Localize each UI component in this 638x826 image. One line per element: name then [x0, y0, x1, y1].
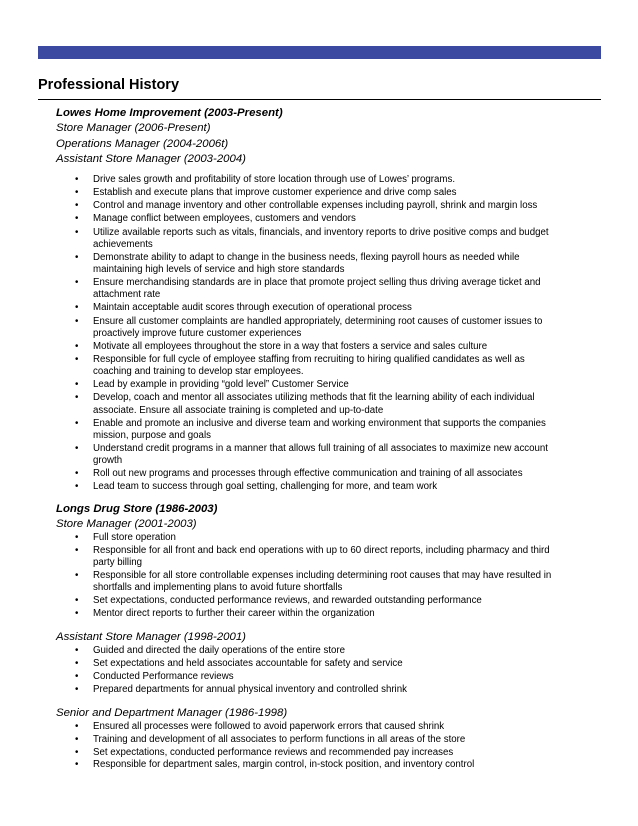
- bullet-icon: •: [75, 302, 79, 314]
- list-item: [56, 468, 556, 480]
- list-item-text: Understand credit programs in a manner that allows full training of all associates to maximize new account growth: [93, 442, 548, 467]
- list-item-text: Responsible for department sales, margin control, in-stock position, and inventory control: [93, 759, 475, 771]
- bullet-icon: •: [75, 683, 79, 695]
- list-item-text: Ensure merchandising standards are in place that promote project selling thus driving average ticket and attachment rate: [93, 277, 541, 301]
- list-item-text: Set expectations, conducted performance reviews and recommended pay increases: [93, 746, 454, 758]
- bullet-icon: •: [75, 468, 79, 480]
- company-name-longs: Longs Drug Store (1986-2003): [56, 502, 218, 515]
- list-item-text: Responsible for all front and back end operations with up to 60 direct reports, including pharmacy and third party billing: [93, 544, 550, 569]
- list-item-text: Prepared departments for annual physical inventory and controlled shrink: [93, 683, 407, 695]
- bullet-icon: •: [75, 392, 79, 404]
- list-item: [56, 645, 556, 657]
- list-item: [56, 608, 556, 620]
- list-item: [56, 734, 556, 746]
- list-item-text: Responsible for all store controllable expenses including determining root causes that may have resulted in shortfalls and implementing plans to avoid future shortfalls: [93, 569, 552, 594]
- bullet-icon: •: [75, 746, 79, 758]
- bullet-icon: •: [75, 481, 79, 493]
- role-title: Assistant Store Manager (2003-2004): [56, 152, 246, 165]
- lowes-responsibilities-list: [56, 174, 556, 493]
- bullet-icon: •: [75, 442, 79, 454]
- list-item: [56, 443, 556, 467]
- bullet-icon: •: [75, 315, 79, 327]
- bullet-icon: •: [75, 277, 79, 289]
- list-item: [56, 252, 556, 276]
- bullet-icon: •: [75, 340, 79, 352]
- role-title: Store Manager (2006-Present): [56, 122, 211, 135]
- list-item-text: Ensured all processes were followed to avoid paperwork errors that caused shrink: [93, 721, 445, 733]
- longs-department-manager-list: [56, 721, 556, 772]
- list-item-text: Manage conflict between employees, customers and vendors: [93, 213, 356, 225]
- list-item-text: Mentor direct reports to further their career within the organization: [93, 607, 375, 619]
- list-item: [56, 721, 556, 733]
- list-item: [56, 341, 556, 353]
- list-item-text: Lead team to success through goal setting, challenging for more, and team work: [93, 481, 438, 493]
- bullet-icon: •: [75, 544, 79, 556]
- list-item: [56, 379, 556, 391]
- list-item: [56, 545, 556, 569]
- list-item: [56, 481, 556, 493]
- list-item-text: Enable and promote an inclusive and diverse team and working environment that supports the companies mission, purpose and goals: [93, 417, 546, 441]
- list-item: [56, 658, 556, 670]
- longs-store-manager-list: [56, 532, 556, 620]
- list-item-text: Training and development of all associates to perform functions in all areas of the store: [93, 733, 466, 745]
- section-title: Professional History: [38, 77, 180, 93]
- list-item-text: Lead by example in providing “gold level” Customer Service: [93, 379, 349, 391]
- bullet-icon: •: [75, 532, 79, 544]
- bullet-icon: •: [75, 187, 79, 199]
- bullet-icon: •: [75, 251, 79, 263]
- bullet-icon: •: [75, 607, 79, 619]
- list-item: [56, 354, 556, 378]
- bullet-icon: •: [75, 759, 79, 771]
- role-title: Store Manager (2001-2003): [56, 517, 197, 530]
- bullet-icon: •: [75, 645, 79, 657]
- longs-assistant-manager-list: [56, 645, 556, 696]
- bullet-icon: •: [75, 733, 79, 745]
- bullet-icon: •: [75, 353, 79, 365]
- list-item-text: Set expectations, conducted performance reviews, and rewarded outstanding performance: [93, 594, 482, 606]
- resume-content: [56, 106, 556, 772]
- header-bar: [38, 46, 601, 59]
- list-item-text: Establish and execute plans that improve customer experience and drive comp sales: [93, 187, 457, 199]
- list-item: [56, 418, 556, 442]
- list-item: [56, 747, 556, 759]
- list-item: [56, 174, 556, 186]
- list-item-text: Demonstrate ability to adapt to change in the business needs, flexing payroll hours as needed while maintaining high levels of service and high store standards: [93, 251, 520, 276]
- list-item: [56, 302, 556, 314]
- list-item: [56, 392, 556, 416]
- list-item-text: Develop, coach and mentor all associates utilizing methods that fit the learning ability of each individual associate. Ensure all associate training is completed and up-to-date: [93, 392, 535, 416]
- bullet-icon: •: [75, 417, 79, 429]
- list-item-text: Drive sales growth and profitability of store location through use of Lowes’ programs.: [93, 174, 456, 186]
- list-item: [56, 277, 556, 301]
- bullet-icon: •: [75, 174, 79, 186]
- list-item: [56, 759, 556, 771]
- bullet-icon: •: [75, 226, 79, 238]
- bullet-icon: •: [75, 569, 79, 581]
- section-divider: [38, 99, 601, 100]
- list-item: [56, 213, 556, 225]
- list-item: [56, 187, 556, 199]
- list-item: [56, 595, 556, 607]
- list-item-text: Responsible for full cycle of employee staffing from recruiting to hiring qualified candidates as well as coaching and training to develop star employees.: [93, 353, 525, 378]
- role-title: Assistant Store Manager (1998-2001): [56, 630, 246, 643]
- list-item-text: Guided and directed the daily operations of the entire store: [93, 645, 346, 657]
- bullet-icon: •: [75, 594, 79, 606]
- list-item-text: Full store operation: [93, 532, 176, 544]
- list-item: [56, 227, 556, 251]
- list-item: [56, 200, 556, 212]
- bullet-icon: •: [75, 658, 79, 669]
- list-item-text: Motivate all employees throughout the store in a way that fosters a service and sales culture: [93, 340, 488, 352]
- list-item-text: Set expectations and held associates accountable for safety and service: [93, 658, 403, 669]
- bullet-icon: •: [75, 213, 79, 225]
- list-item-text: Utilize available reports such as vitals, financials, and inventory reports to drive positive comps and budget achievements: [93, 226, 549, 250]
- bullet-icon: •: [75, 721, 79, 733]
- list-item-text: Conducted Performance reviews: [93, 670, 234, 682]
- list-item: [56, 684, 556, 696]
- list-item: [56, 570, 556, 594]
- list-item: [56, 671, 556, 683]
- company-name-lowes: Lowes Home Improvement (2003-Present): [56, 107, 283, 119]
- list-item-text: Control and manage inventory and other controllable expenses including payroll, shrink and margin loss: [93, 200, 538, 212]
- list-item-text: Ensure all customer complaints are handled appropriately, determining root causes of customer issues to proactively improve future customer experiences: [93, 315, 543, 339]
- list-item: [56, 532, 556, 544]
- role-title: Senior and Department Manager (1986-1998): [56, 706, 288, 719]
- list-item-text: Maintain acceptable audit scores through execution of operational process: [93, 302, 412, 314]
- bullet-icon: •: [75, 379, 79, 391]
- role-title: Operations Manager (2004-2006t): [56, 137, 229, 150]
- bullet-icon: •: [75, 670, 79, 682]
- list-item-text: Roll out new programs and processes through effective communication and training of all associates: [93, 468, 523, 480]
- list-item: [56, 316, 556, 340]
- bullet-icon: •: [75, 200, 79, 212]
